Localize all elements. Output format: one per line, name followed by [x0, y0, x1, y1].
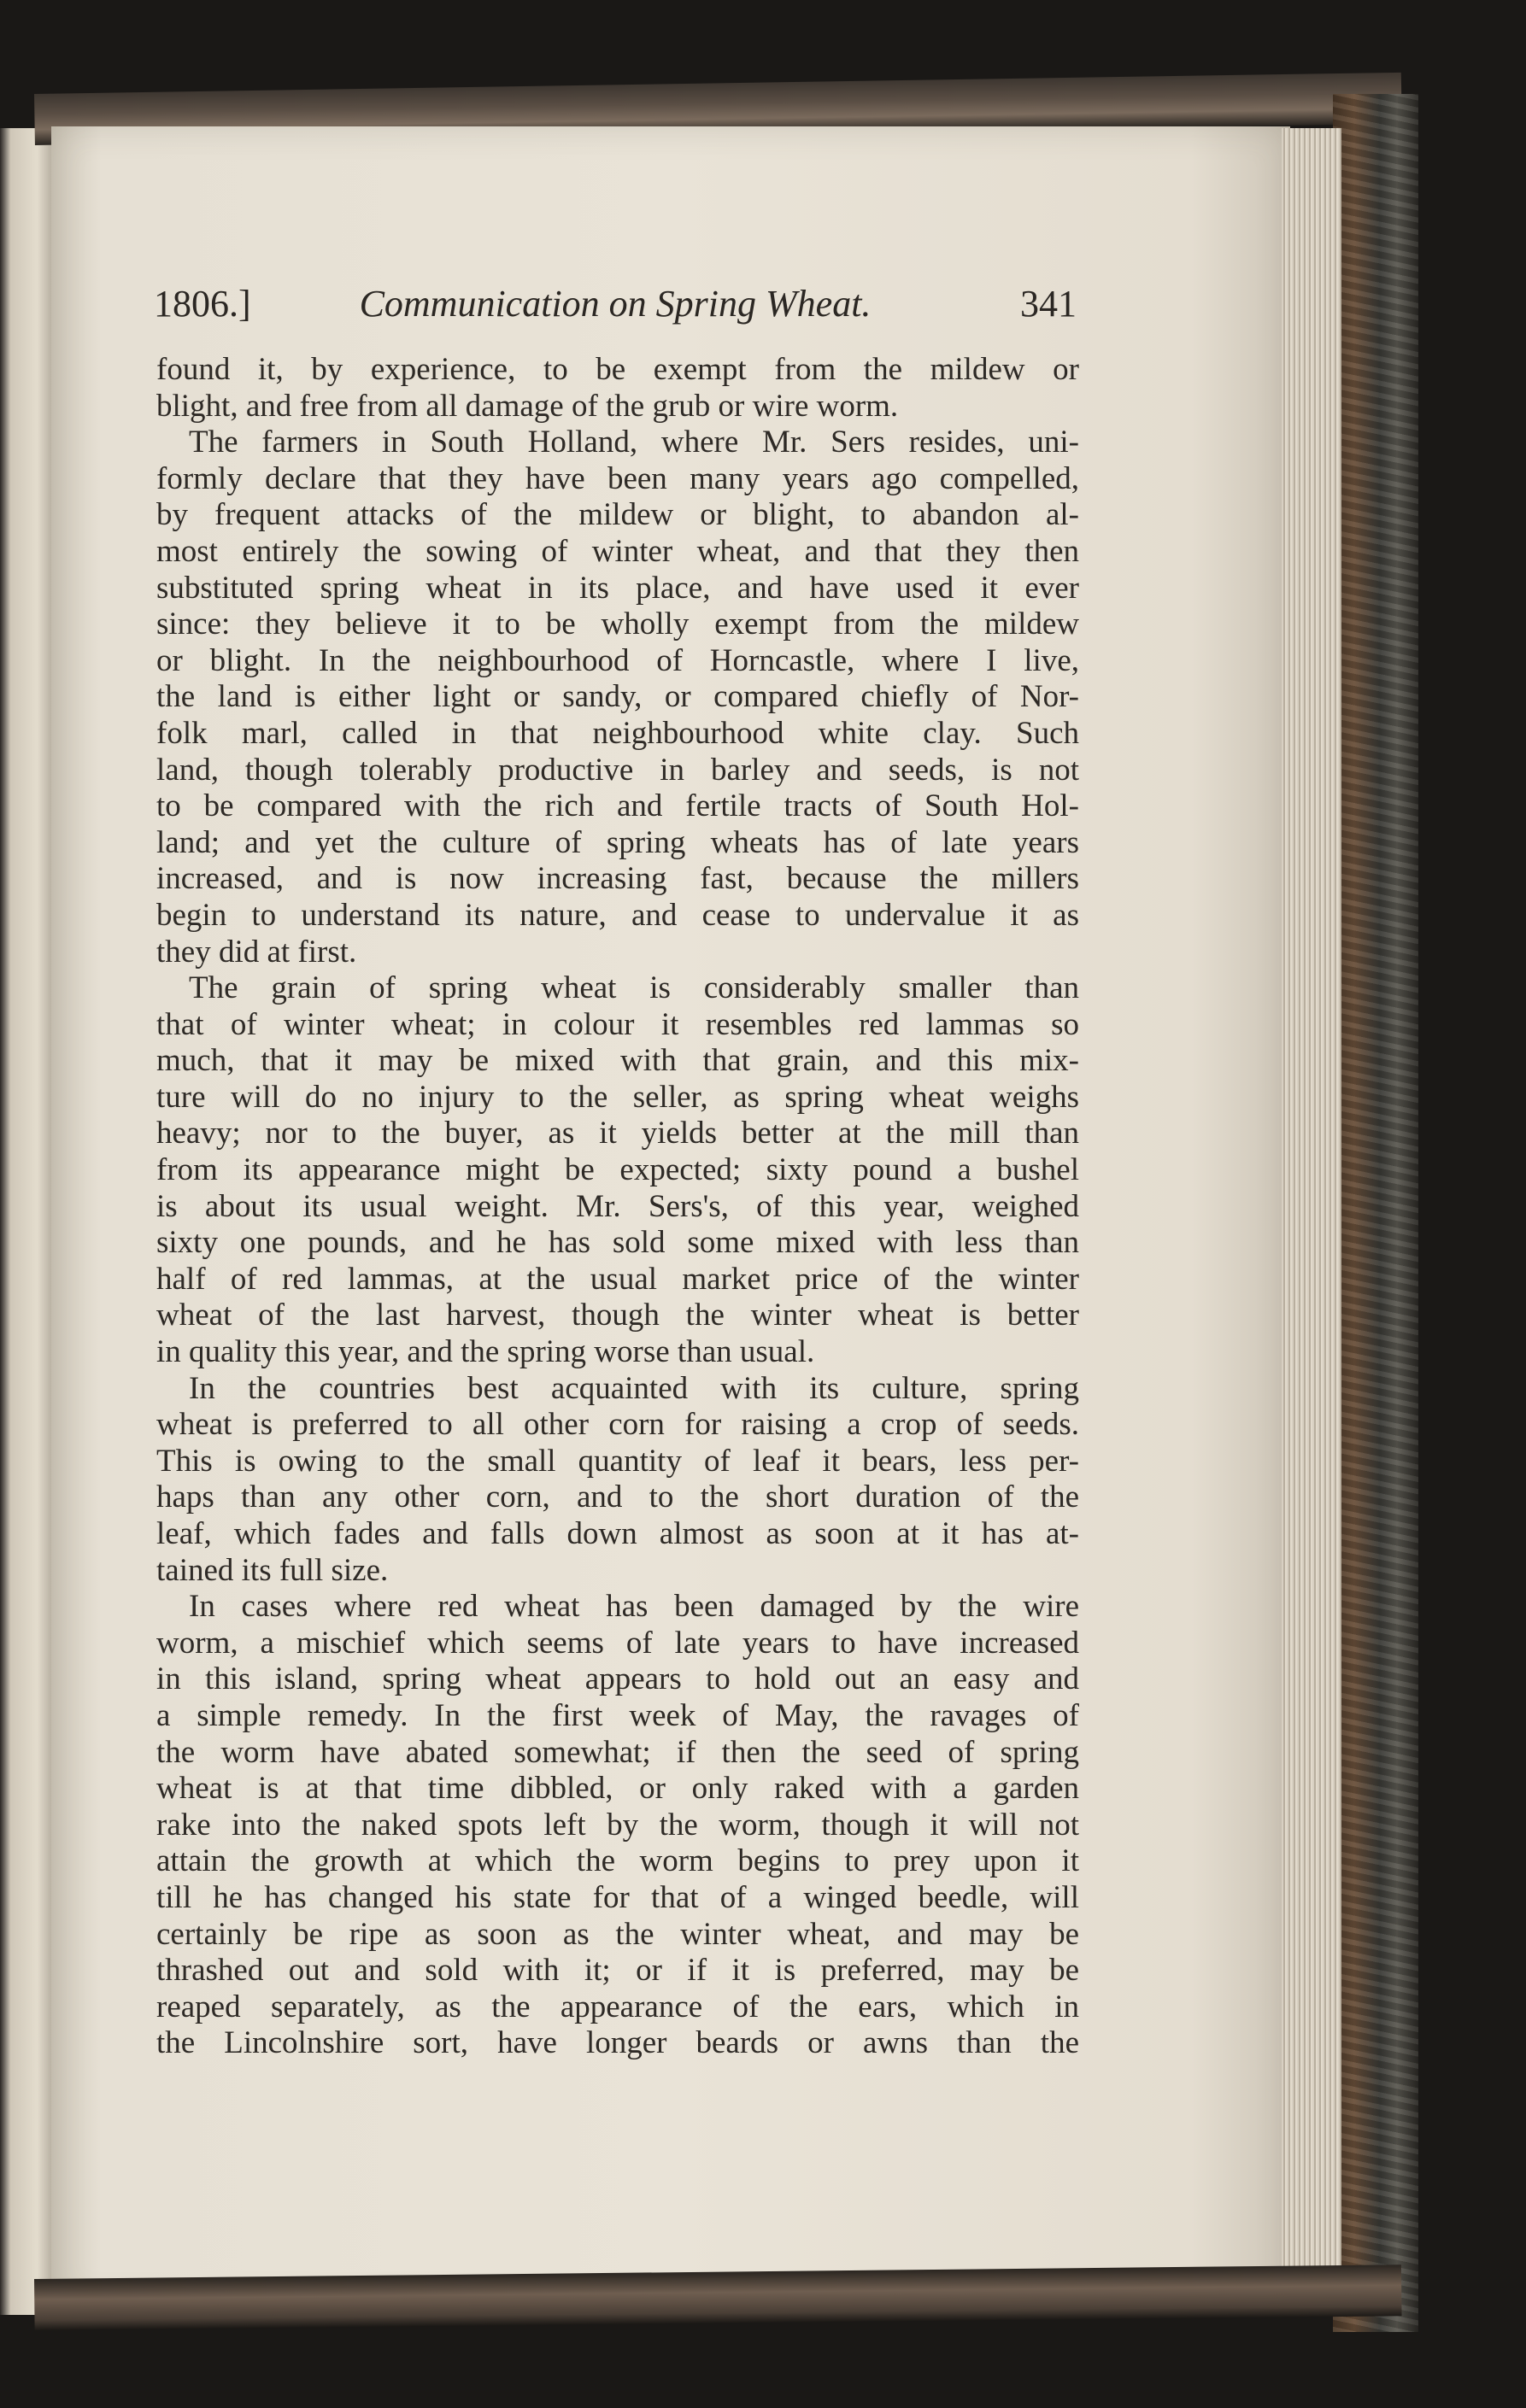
- text-line: tained its full size.: [156, 1552, 389, 1588]
- text-line: since: they believe it to be wholly exempt from the mildew: [156, 606, 1079, 642]
- page-edges: [1282, 128, 1341, 2298]
- text-line: substituted spring wheat in its place, and have used it ever: [156, 570, 1079, 606]
- text-line: found it, by experience, to be exempt from the mildew or: [156, 352, 1079, 387]
- text-line: in quality this year, and the spring worse than usual.: [156, 1334, 815, 1370]
- text-line: wheat is at that time dibbled, or only raked with a garden: [156, 1771, 1079, 1807]
- text-line: wheat is preferred to all other corn for raising a crop of seeds.: [156, 1407, 1079, 1443]
- text-line: much, that it may be mixed with that grain, and this mix-: [156, 1043, 1079, 1079]
- text-line: reaped separately, as the appearance of the ears, which in: [156, 1989, 1079, 2024]
- text-line: in this island, spring wheat appears to hold out an easy and: [156, 1661, 1079, 1697]
- text-line: heavy; nor to the buyer, as it yields better at the mill than: [156, 1116, 1079, 1151]
- text-line: blight, and free from all damage of the grub or wire worm.: [156, 388, 899, 424]
- text-line: land; and yet the culture of spring wheats has of late years: [156, 824, 1079, 860]
- text-line: formly declare that they have been many years ago compelled,: [156, 460, 1079, 496]
- running-head: [154, 282, 1077, 333]
- text-line: from its appearance might be expected; sixty pound a bushel: [156, 1152, 1079, 1188]
- text-line: The farmers in South Holland, where Mr. Sers resides, uni-: [189, 425, 1079, 460]
- text-line: thrashed out and sold with it; or if it is preferred, may be: [156, 1953, 1079, 1989]
- running-head-year: 1806.]: [154, 283, 251, 325]
- text-line: the land is either light or sandy, or compared chiefly of Nor-: [156, 679, 1079, 715]
- text-line: wheat of the last harvest, though the winter wheat is better: [156, 1298, 1079, 1333]
- text-line: they did at first.: [156, 934, 357, 970]
- text-line: most entirely the sowing of winter wheat, and that they then: [156, 533, 1079, 569]
- text-line: haps than any other corn, and to the short duration of the: [156, 1479, 1079, 1515]
- text-line: worm, a mischief which seems of late years to have increased: [156, 1625, 1079, 1661]
- text-line: by frequent attacks of the mildew or blight, to abandon al-: [156, 497, 1079, 533]
- text-line: is about its usual weight. Mr. Sers's, of this year, weighed: [156, 1188, 1079, 1224]
- text-line: ture will do no injury to the seller, as spring wheat weighs: [156, 1079, 1079, 1115]
- text-line: In cases where red wheat has been damaged by the wire: [189, 1589, 1079, 1625]
- body-text: [156, 352, 1079, 2062]
- text-line: till he has changed his state for that of a winged beedle, will: [156, 1879, 1079, 1915]
- text-line: that of winter wheat; in colour it resembles red lammas so: [156, 1006, 1079, 1042]
- text-line: attain the growth at which the worm begins to prey upon it: [156, 1843, 1079, 1879]
- text-line: begin to understand its nature, and cease to undervalue it as: [156, 897, 1079, 933]
- text-line: or blight. In the neighbourhood of Horncastle, where I live,: [156, 642, 1079, 678]
- left-page-edge: [0, 128, 53, 2315]
- text-line: the worm have abated somewhat; if then the seed of spring: [156, 1734, 1079, 1770]
- text-line: half of red lammas, at the usual market price of the winter: [156, 1261, 1079, 1297]
- text-line: leaf, which fades and falls down almost as soon at it has at-: [156, 1516, 1079, 1551]
- running-head-title: Communication on Spring Wheat.: [359, 283, 872, 325]
- text-line: The grain of spring wheat is considerably smaller than: [189, 970, 1079, 1006]
- text-line: In the countries best acquainted with its culture, spring: [189, 1370, 1079, 1406]
- text-line: to be compared with the rich and fertile tracts of South Hol-: [156, 788, 1079, 824]
- text-line: the Lincolnshire sort, have longer beards or awns than the: [156, 2025, 1079, 2061]
- text-line: rake into the naked spots left by the worm, though it will not: [156, 1807, 1079, 1843]
- text-line: certainly be ripe as soon as the winter wheat, and may be: [156, 1916, 1079, 1952]
- book-spine: [1333, 94, 1418, 2332]
- text-line: This is owing to the small quantity of leaf it bears, less per-: [156, 1443, 1079, 1479]
- text-line: sixty one pounds, and he has sold some mixed with less than: [156, 1225, 1079, 1261]
- text-line: land, though tolerably productive in barley and seeds, is not: [156, 752, 1079, 788]
- text-line: a simple remedy. In the first week of May, the ravages of: [156, 1697, 1079, 1733]
- page-number: 341: [1020, 283, 1077, 325]
- text-line: increased, and is now increasing fast, because the millers: [156, 861, 1079, 897]
- text-line: folk marl, called in that neighbourhood white clay. Such: [156, 715, 1079, 751]
